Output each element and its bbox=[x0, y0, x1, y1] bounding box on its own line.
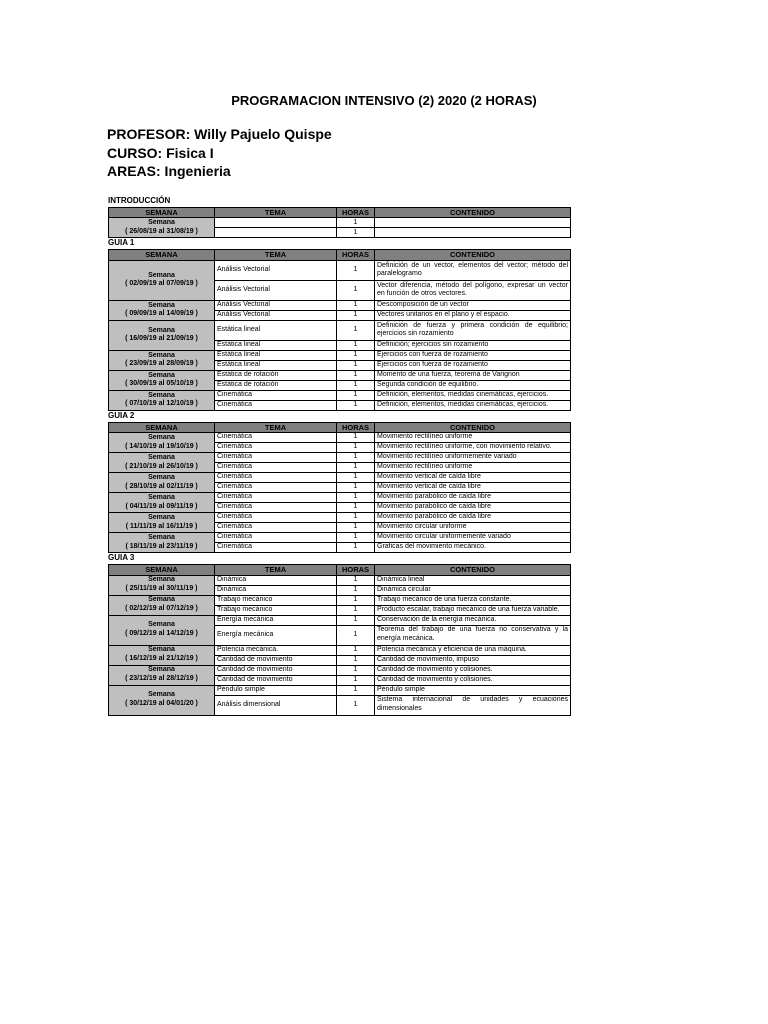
horas-cell: 1 bbox=[337, 260, 375, 280]
contenido-cell: Segunda condición de equilibrio. bbox=[375, 380, 571, 390]
week-cell bbox=[109, 533, 215, 553]
tema-cell: Análisis Vectorial bbox=[215, 300, 337, 310]
week-dates: ( 28/10/19 al 02/11/19 ) bbox=[125, 482, 198, 490]
contenido-cell: Definición de un vector, elementos del vector; método del paralelogramo bbox=[375, 260, 571, 280]
horas-cell: 1 bbox=[337, 453, 375, 463]
week-cell bbox=[109, 685, 215, 715]
horas-cell: 1 bbox=[337, 585, 375, 595]
table-header-row bbox=[109, 422, 571, 432]
section-label: GUIA 3 bbox=[108, 553, 135, 563]
horas-cell: 1 bbox=[337, 665, 375, 675]
contenido-cell: Definición; ejercicios sin rozamiento bbox=[375, 340, 571, 350]
table-row bbox=[109, 370, 571, 380]
header-semana: SEMANA bbox=[109, 250, 215, 260]
horas-cell: 1 bbox=[337, 300, 375, 310]
horas-cell: 1 bbox=[337, 543, 375, 553]
professor-line: PROFESOR: Willy Pajuelo Quispe bbox=[107, 126, 332, 142]
table-header-row bbox=[109, 250, 571, 260]
week-dates: ( 18/11/19 al 23/11/19 ) bbox=[125, 542, 198, 550]
header-tema: TEMA bbox=[215, 250, 337, 260]
tema-cell: Cinemática bbox=[215, 523, 337, 533]
contenido-cell: Cantidad de movimiento y colisiones. bbox=[375, 665, 571, 675]
horas-cell: 1 bbox=[337, 575, 375, 585]
week-dates: ( 14/10/19 al 19/10/19 ) bbox=[125, 442, 198, 450]
contenido-cell: Ejercicios con fuerza de rozamiento bbox=[375, 350, 571, 360]
contenido-cell: Graficas del movimiento mecánico. bbox=[375, 543, 571, 553]
week-label: Semana bbox=[148, 621, 175, 629]
horas-cell: 1 bbox=[337, 370, 375, 380]
horas-cell: 1 bbox=[337, 390, 375, 400]
areas-line: AREAS: Ingenieria bbox=[107, 163, 231, 179]
tema-cell bbox=[215, 228, 337, 238]
tema-cell: Trabajo mecánico bbox=[215, 595, 337, 605]
week-cell bbox=[109, 370, 215, 390]
horas-cell: 1 bbox=[337, 320, 375, 340]
week-dates: ( 16/12/19 al 21/12/19 ) bbox=[125, 655, 198, 662]
week-label: Semana bbox=[148, 371, 175, 379]
tema-cell: Cinemática bbox=[215, 453, 337, 463]
tema-cell: Péndulo simple bbox=[215, 685, 337, 695]
week-label: Semana bbox=[148, 326, 175, 334]
table-row bbox=[109, 665, 571, 675]
header-semana: SEMANA bbox=[109, 422, 215, 432]
week-cell bbox=[109, 320, 215, 350]
table-row bbox=[109, 615, 571, 625]
horas-cell: 1 bbox=[337, 605, 375, 615]
contenido-cell: Movimiento parabólico de caída libre bbox=[375, 493, 571, 503]
week-dates: ( 02/09/19 al 07/09/19 ) bbox=[125, 280, 198, 288]
week-dates: ( 09/12/19 al 14/12/19 ) bbox=[125, 630, 198, 637]
tema-cell: Estática de rotación bbox=[215, 380, 337, 390]
week-label: Semana bbox=[148, 666, 175, 674]
header-semana: SEMANA bbox=[109, 208, 215, 218]
week-label: Semana bbox=[148, 351, 175, 359]
tema-cell bbox=[215, 218, 337, 228]
week-label: Semana bbox=[148, 576, 175, 584]
horas-cell: 1 bbox=[337, 695, 375, 715]
week-dates: ( 23/09/19 al 28/09/19 ) bbox=[125, 360, 198, 368]
header-tema: TEMA bbox=[215, 208, 337, 218]
table-row bbox=[109, 320, 571, 340]
week-cell bbox=[109, 390, 215, 410]
horas-cell: 1 bbox=[337, 350, 375, 360]
horas-cell: 1 bbox=[337, 433, 375, 443]
table-row bbox=[109, 473, 571, 483]
week-label: Semana bbox=[148, 533, 175, 541]
contenido-cell: Cantidad de movimiento y colisiones. bbox=[375, 675, 571, 685]
table-row bbox=[109, 575, 571, 585]
week-label: Semana bbox=[148, 596, 175, 604]
tema-cell: Cinemática bbox=[215, 433, 337, 443]
tema-cell: Análisis Vectorial bbox=[215, 260, 337, 280]
week-label: Semana bbox=[148, 513, 175, 521]
week-dates: ( 09/09/19 al 14/09/19 ) bbox=[125, 310, 198, 318]
tema-cell: Cinemática bbox=[215, 463, 337, 473]
week-cell bbox=[109, 615, 215, 645]
tema-cell: Estática lineal bbox=[215, 320, 337, 340]
header-horas: HORAS bbox=[337, 250, 375, 260]
schedule-content bbox=[108, 196, 570, 716]
contenido-cell: Dinámica lineal bbox=[375, 575, 571, 585]
horas-cell: 1 bbox=[337, 280, 375, 300]
contenido-cell: Definición, elementos, medidas cinemáticas, ejercicios. bbox=[375, 390, 571, 400]
week-cell bbox=[109, 350, 215, 370]
table-row bbox=[109, 218, 571, 228]
horas-cell: 1 bbox=[337, 615, 375, 625]
horas-cell: 1 bbox=[337, 443, 375, 453]
horas-cell: 1 bbox=[337, 645, 375, 655]
contenido-cell: Movimiento rectilíneo uniforme bbox=[375, 463, 571, 473]
header-contenido: CONTENIDO bbox=[375, 565, 571, 575]
week-cell bbox=[109, 513, 215, 533]
tema-cell: Dinámica bbox=[215, 575, 337, 585]
horas-cell: 1 bbox=[337, 493, 375, 503]
table-row bbox=[109, 645, 571, 655]
contenido-cell: Péndulo simple bbox=[375, 685, 571, 695]
tema-cell: Cantidad de movimiento bbox=[215, 665, 337, 675]
tema-cell: Cinemática bbox=[215, 400, 337, 410]
tema-cell: Estática lineal bbox=[215, 340, 337, 350]
horas-cell: 1 bbox=[337, 360, 375, 370]
horas-cell: 1 bbox=[337, 685, 375, 695]
contenido-cell: Movimiento circular uniforme bbox=[375, 523, 571, 533]
header-contenido: CONTENIDO bbox=[375, 422, 571, 432]
tema-cell: Análisis dimensional bbox=[215, 695, 337, 715]
horas-cell: 1 bbox=[337, 595, 375, 605]
week-label: Semana bbox=[148, 219, 175, 227]
header-contenido: CONTENIDO bbox=[375, 250, 571, 260]
tema-cell: Estática lineal bbox=[215, 350, 337, 360]
week-cell bbox=[109, 433, 215, 453]
week-cell bbox=[109, 473, 215, 493]
horas-cell: 1 bbox=[337, 655, 375, 665]
contenido-cell: Potencia mecánica y eficiencia de una máquina. bbox=[375, 645, 571, 655]
tema-cell: Cinemática bbox=[215, 473, 337, 483]
week-dates: ( 30/09/19 al 05/10/19 ) bbox=[125, 380, 198, 388]
tema-cell: Cinemática bbox=[215, 483, 337, 493]
contenido-cell: Definición, elementos, medidas cinemáticas, ejercicios. bbox=[375, 400, 571, 410]
week-dates: ( 26/08/19 al 31/08/19 ) bbox=[125, 227, 198, 235]
contenido-cell: Movimiento rectilíneo uniformemente variado bbox=[375, 453, 571, 463]
horas-cell: 1 bbox=[337, 483, 375, 493]
tema-cell: Dinámica bbox=[215, 585, 337, 595]
schedule-table bbox=[108, 422, 571, 553]
horas-cell: 1 bbox=[337, 533, 375, 543]
horas-cell: 1 bbox=[337, 310, 375, 320]
table-row bbox=[109, 350, 571, 360]
horas-cell: 1 bbox=[337, 340, 375, 350]
table-row bbox=[109, 513, 571, 523]
tema-cell: Cinemática bbox=[215, 390, 337, 400]
horas-cell: 1 bbox=[337, 523, 375, 533]
tema-cell: Cantidad de movimiento bbox=[215, 655, 337, 665]
contenido-cell: Teorema del trabajo de una fuerza no conservativa y la energía mecánica. bbox=[375, 625, 571, 645]
week-cell bbox=[109, 218, 215, 238]
contenido-cell: Definición de fuerza y primera condición de equilibrio; ejercicios sin rozamiento bbox=[375, 320, 571, 340]
contenido-cell: Movimiento rectilíneo uniforme, con movimiento relativo. bbox=[375, 443, 571, 453]
week-cell bbox=[109, 260, 215, 300]
week-dates: ( 21/10/19 al 26/10/19 ) bbox=[125, 462, 198, 470]
table-row bbox=[109, 595, 571, 605]
horas-cell: 1 bbox=[337, 228, 375, 238]
header-semana: SEMANA bbox=[109, 565, 215, 575]
section-label: GUIA 1 bbox=[108, 238, 135, 248]
contenido-cell: Vectores unitarios en el plano y el espacio. bbox=[375, 310, 571, 320]
horas-cell: 1 bbox=[337, 513, 375, 523]
tema-cell: Estática de rotación bbox=[215, 370, 337, 380]
tema-cell: Trabajo mecánico bbox=[215, 605, 337, 615]
week-label: Semana bbox=[148, 391, 175, 399]
week-label: Semana bbox=[148, 301, 175, 309]
tema-cell: Cinemática bbox=[215, 533, 337, 543]
week-label: Semana bbox=[148, 433, 175, 441]
week-label: Semana bbox=[148, 493, 175, 501]
header-contenido: CONTENIDO bbox=[375, 208, 571, 218]
contenido-cell: Cantidad de movimiento, impuso bbox=[375, 655, 571, 665]
tema-cell: Cinemática bbox=[215, 493, 337, 503]
contenido-cell bbox=[375, 228, 571, 238]
contenido-cell: Movimiento circular uniformemente variado bbox=[375, 533, 571, 543]
week-dates: ( 30/12/19 al 04/01/20 ) bbox=[125, 700, 198, 707]
contenido-cell: Movimiento parabólico de caída libre bbox=[375, 513, 571, 523]
contenido-cell: Vector diferencia, método del polígono, expresar un vector en función de otros vectores. bbox=[375, 280, 571, 300]
tema-cell: Cantidad de movimiento bbox=[215, 675, 337, 685]
contenido-cell: Movimiento vertical de caída libre bbox=[375, 483, 571, 493]
table-header-row bbox=[109, 208, 571, 218]
week-label: Semana bbox=[148, 453, 175, 461]
schedule-table bbox=[108, 249, 571, 410]
week-dates: ( 25/11/19 al 30/11/19 ) bbox=[125, 585, 198, 592]
horas-cell: 1 bbox=[337, 503, 375, 513]
table-row bbox=[109, 685, 571, 695]
contenido-cell: Movimiento parabólico de caída libre bbox=[375, 503, 571, 513]
week-cell bbox=[109, 665, 215, 685]
contenido-cell: Dinámica circular bbox=[375, 585, 571, 595]
week-dates: ( 11/11/19 al 16/11/19 ) bbox=[125, 522, 198, 530]
tema-cell: Análisis Vectorial bbox=[215, 310, 337, 320]
tema-cell: Estática lineal bbox=[215, 360, 337, 370]
contenido-cell: Descomposición de un vector bbox=[375, 300, 571, 310]
contenido-cell: Momento de una fuerza, teorema de Varignon bbox=[375, 370, 571, 380]
week-dates: ( 23/12/19 al 28/12/19 ) bbox=[125, 675, 198, 682]
tema-cell: Energía mecánica bbox=[215, 625, 337, 645]
week-cell bbox=[109, 300, 215, 320]
week-label: Semana bbox=[148, 691, 175, 699]
week-label: Semana bbox=[148, 646, 175, 654]
week-label: Semana bbox=[148, 473, 175, 481]
contenido-cell: Sistema internacional de unidades y ecuaciones dimensionales bbox=[375, 695, 571, 715]
header-tema: TEMA bbox=[215, 422, 337, 432]
horas-cell: 1 bbox=[337, 380, 375, 390]
week-cell bbox=[109, 645, 215, 665]
table-row bbox=[109, 433, 571, 443]
horas-cell: 1 bbox=[337, 625, 375, 645]
schedule-table bbox=[108, 207, 571, 238]
tema-cell: Cinemática bbox=[215, 513, 337, 523]
week-cell bbox=[109, 575, 215, 595]
tema-cell: Energía mecánica bbox=[215, 615, 337, 625]
section-label: GUIA 2 bbox=[108, 410, 135, 420]
horas-cell: 1 bbox=[337, 463, 375, 473]
tema-cell: Cinemática bbox=[215, 443, 337, 453]
table-row bbox=[109, 260, 571, 280]
contenido-cell: Movimiento rectilíneo uniforme bbox=[375, 433, 571, 443]
header-tema: TEMA bbox=[215, 565, 337, 575]
tema-cell: Análisis Vectorial bbox=[215, 280, 337, 300]
tema-cell: Cinemática bbox=[215, 503, 337, 513]
section-label: INTRODUCCIÓN bbox=[108, 196, 171, 205]
contenido-cell: Ejercicios con fuerza de rozamiento bbox=[375, 360, 571, 370]
week-dates: ( 16/09/19 al 21/09/19 ) bbox=[125, 335, 198, 343]
header-horas: HORAS bbox=[337, 208, 375, 218]
table-row bbox=[109, 493, 571, 503]
horas-cell: 1 bbox=[337, 218, 375, 228]
schedule-table bbox=[108, 564, 571, 715]
table-header-row bbox=[109, 565, 571, 575]
horas-cell: 1 bbox=[337, 473, 375, 483]
contenido-cell: Conservación de la energía mecánica. bbox=[375, 615, 571, 625]
table-row bbox=[109, 533, 571, 543]
tema-cell: Potencia mecánica. bbox=[215, 645, 337, 655]
week-label: Semana bbox=[148, 271, 175, 279]
horas-cell: 1 bbox=[337, 675, 375, 685]
week-cell bbox=[109, 453, 215, 473]
tema-cell: Cinemática bbox=[215, 543, 337, 553]
week-dates: ( 04/11/19 al 09/11/19 ) bbox=[125, 502, 198, 510]
horas-cell: 1 bbox=[337, 400, 375, 410]
week-cell bbox=[109, 595, 215, 615]
week-dates: ( 07/10/19 al 12/10/19 ) bbox=[125, 400, 198, 408]
contenido-cell bbox=[375, 218, 571, 228]
table-row bbox=[109, 390, 571, 400]
table-row bbox=[109, 300, 571, 310]
table-row bbox=[109, 453, 571, 463]
contenido-cell: Movimiento vertical de caída libre bbox=[375, 473, 571, 483]
header-horas: HORAS bbox=[337, 565, 375, 575]
week-cell bbox=[109, 493, 215, 513]
course-line: CURSO: Fisica I bbox=[107, 145, 214, 161]
header-horas: HORAS bbox=[337, 422, 375, 432]
week-dates: ( 02/12/19 al 07/12/19 ) bbox=[125, 605, 198, 612]
contenido-cell: Trabajo mecánico de una fuerza constante. bbox=[375, 595, 571, 605]
contenido-cell: Producto escalar, trabajo mecánico de una fuerza variable. bbox=[375, 605, 571, 615]
document-title: PROGRAMACION INTENSIVO (2) 2020 (2 HORAS) bbox=[231, 93, 537, 108]
